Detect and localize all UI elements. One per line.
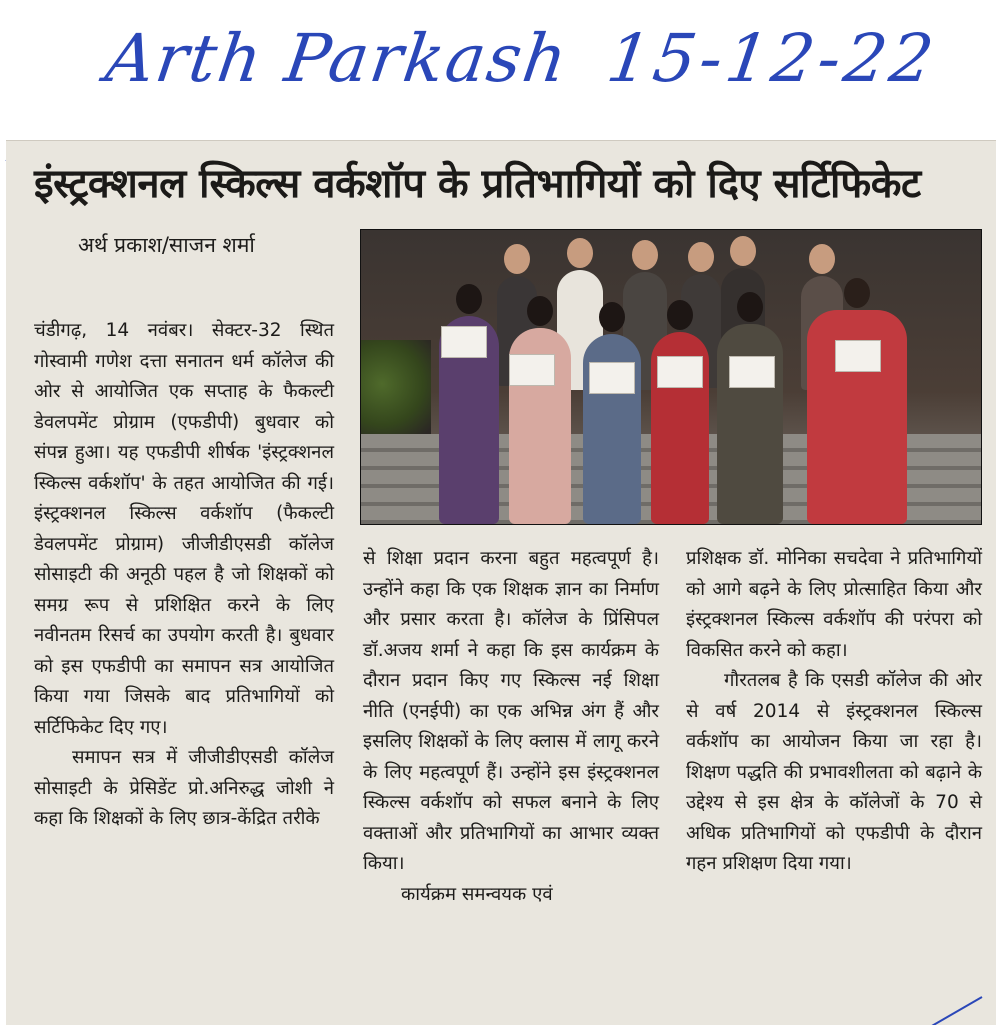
certificate xyxy=(589,362,635,394)
certificate xyxy=(729,356,775,388)
certificate xyxy=(657,356,703,388)
handwritten-date: 15-12-22 xyxy=(602,20,942,97)
article-column-2 xyxy=(363,544,659,910)
newspaper-clipping xyxy=(6,140,996,1025)
article-headline: इंस्ट्रक्शनल स्किल्स वर्कशॉप के प्रतिभागियों को दिए सर्टिफिकेट xyxy=(34,161,921,207)
certificate xyxy=(509,354,555,386)
pen-stroke xyxy=(930,996,983,1025)
paragraph: से शिक्षा प्रदान करना बहुत महत्वपूर्ण है। उन्होंने कहा कि एक शिक्षक ज्ञान का निर्माण और प्रसार करता है। कॉलेज के प्रिंसिपल डॉ.अजय शर्मा ने कहा कि इस कार्यक्रम के दौरान प्रदान किए गए स्किल्स नई शिक्षा नीति (एनईपी) का एक अभिन्न अंग हैं और इसलिए शिक्षकों के लिए क्लास में लागू करने के लिए महत्वपूर्ण हैं। उन्होंने इस इंस्ट्रक्शनल स्किल्स वर्कशॉप को सफल बनाने के लिए वक्ताओं और प्रतिभागियों का आभार व्यक्त किया। xyxy=(363,548,659,874)
group-photo xyxy=(360,229,982,525)
handwritten-annotation xyxy=(98,20,942,120)
handwritten-publication: Arth Parkash xyxy=(101,20,574,97)
paragraph: प्रशिक्षक डॉ. मोनिका सचदेवा ने प्रतिभागियों को आगे बढ़ने के लिए प्रोत्साहित किया और इंस्ट्रक्शनल स्किल्स वर्कशॉप की परंपरा को विकसित करने को कहा। xyxy=(686,548,982,661)
paragraph: कार्यक्रम समन्वयक एवं xyxy=(401,883,553,905)
paragraph: गौरतलब है कि एसडी कॉलेज की ओर से वर्ष 2014 से इंस्ट्रक्शनल स्किल्स वर्कशॉप का आयोजन किया जा रहा है। शिक्षण पद्धति की प्रभावशीलता को बढ़ाने के उद्देश्य से इस क्षेत्र के कॉलेजों के 70 से अधिक प्रतिभागियों को एफडीपी के दौरान गहन प्रशिक्षण दिया गया। xyxy=(686,670,982,874)
paragraph: चंडीगढ़, 14 नवंबर। सेक्टर-32 स्थित गोस्वामी गणेश दत्ता सनातन धर्म कॉलेज की ओर से आयोजित एक सप्ताह के फैकल्टी डेवलपमेंट प्रोग्राम (एफडीपी) बुधवार को संपन्न हुआ। यह एफडीपी शीर्षक 'इंस्ट्रक्शनल स्किल्स वर्कशॉप' के तहत आयोजित की गई। इंस्ट्रक्शनल स्किल्स वर्कशॉप (फैकल्टी डेवलपमेंट प्रोग्राम) जीजीडीएसडी कॉलेज सोसाइटी की अनूठी पहल है जो शिक्षकों को समग्र रूप से प्रशिक्षित करने के लिए नवीनतम रिसर्च का उपयोग करती है। बुधवार को इस एफडीपी का समापन सत्र आयोजित किया गया जिसके बाद प्रतिभागियों को सर्टिफिकेट दिए गए। xyxy=(34,320,334,738)
certificate xyxy=(441,326,487,358)
article-column-1 xyxy=(34,316,334,835)
certificate xyxy=(835,340,881,372)
article-byline: अर्थ प्रकाश/साजन शर्मा xyxy=(78,233,255,257)
person-front-5 xyxy=(717,324,783,524)
paragraph: समापन सत्र में जीजीडीएसडी कॉलेज सोसाइटी के प्रेसिडेंट प्रो.अनिरुद्ध जोशी ने कहा कि शिक्षकों के लिए छात्र-केंद्रित तरीके xyxy=(34,747,334,829)
article-column-3 xyxy=(686,544,982,880)
